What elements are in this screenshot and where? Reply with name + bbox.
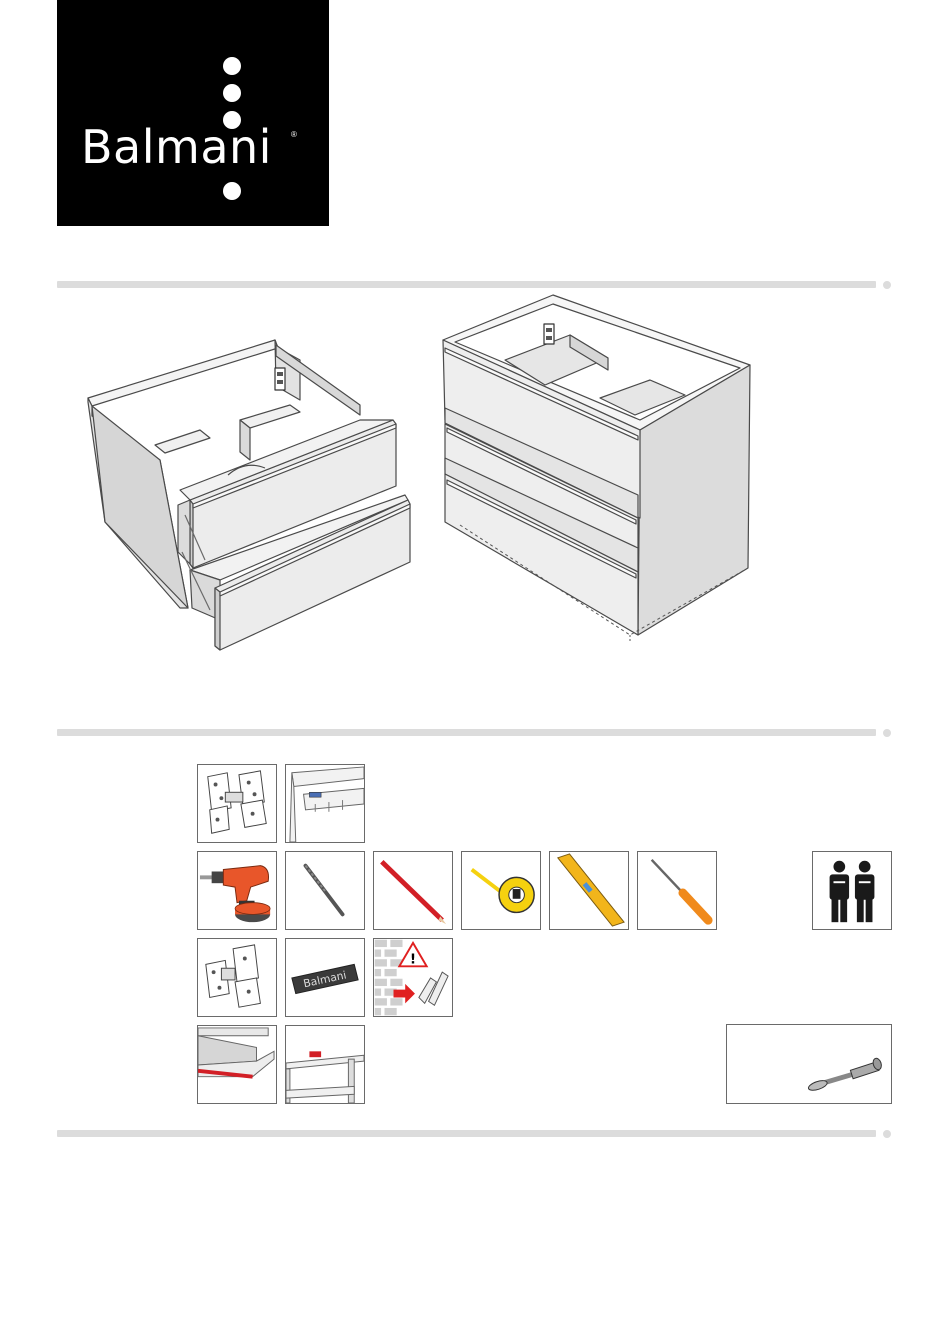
spirit-level-icon (549, 851, 629, 930)
logo-wordmark: Balmani (81, 120, 272, 174)
tape-measure-icon (461, 851, 541, 930)
divider-dot (883, 729, 891, 737)
connector-bolt-icon (726, 1024, 892, 1104)
badge-text: Balmani (302, 968, 348, 991)
cabinet-illustrations (60, 290, 780, 670)
svg-text:!: ! (409, 951, 417, 968)
open-drawer-cabinet-drawing (88, 340, 410, 650)
section-divider (57, 281, 876, 288)
pencil-icon (373, 851, 453, 930)
logo-dot (223, 57, 241, 75)
divider-dot (883, 1130, 891, 1138)
divider-dot (883, 281, 891, 289)
logo-dot (223, 84, 241, 102)
logo-dot (223, 182, 241, 200)
cabinet-corner-detail-icon (285, 1025, 365, 1104)
wall-anchor-warning-icon (373, 938, 453, 1017)
section-divider (57, 1130, 876, 1137)
section-divider (57, 729, 876, 736)
bracket-set-icon (197, 938, 277, 1017)
screwdriver-icon (637, 851, 717, 930)
closed-three-drawer-cabinet-drawing (443, 295, 750, 642)
drill-bit-icon (285, 851, 365, 930)
shelf-edge-detail-icon (197, 1025, 277, 1104)
cordless-drill-icon (197, 851, 277, 930)
brand-logo (57, 0, 329, 226)
balmani-badge-icon (285, 938, 365, 1017)
registered-mark: ® (291, 130, 297, 139)
wall-bracket-hardware-icon (197, 764, 277, 843)
two-person-icon (812, 851, 892, 930)
cabinet-rail-detail-icon (285, 764, 365, 843)
